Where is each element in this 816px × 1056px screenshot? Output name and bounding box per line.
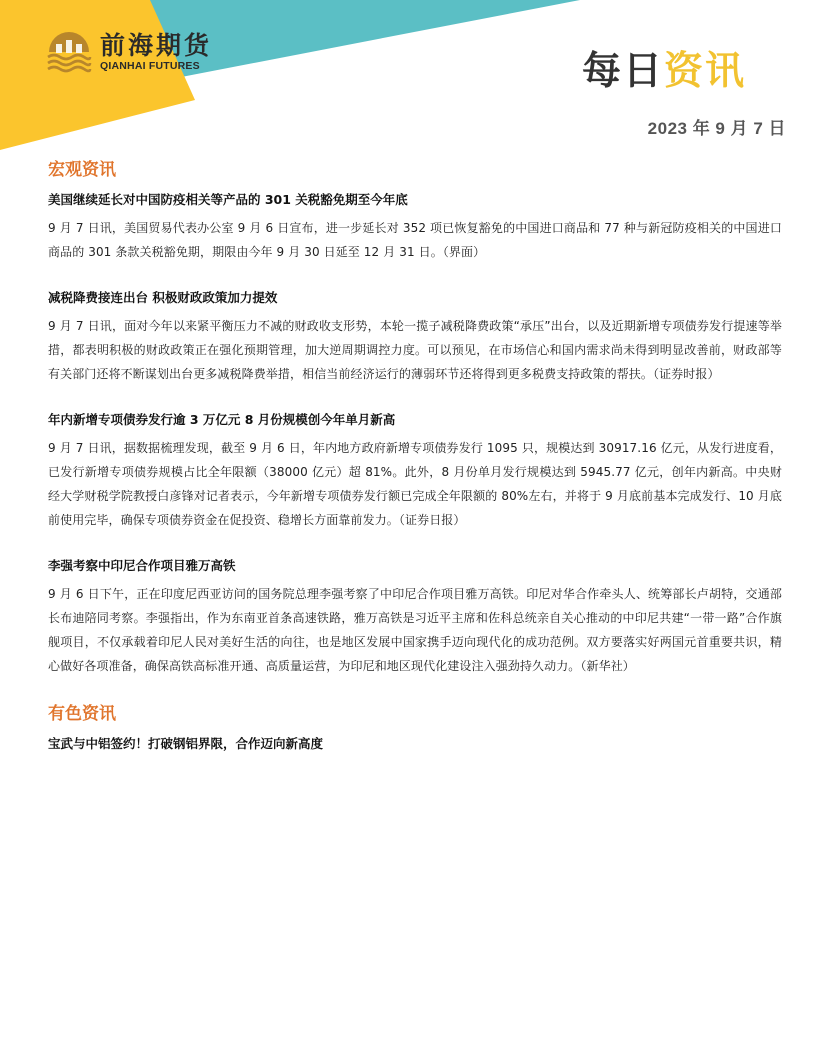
article-headline: 年内新增专项债券发行逾 3 万亿元 8 月份规模创今年单月新高 — [48, 412, 396, 427]
page-title-part1: 每日 — [581, 49, 664, 94]
article-headline: 减税降费接连出台 积极财政政策加力提效 — [48, 290, 278, 305]
news-article — [48, 556, 782, 678]
news-article — [48, 410, 782, 532]
news-article — [48, 288, 782, 386]
news-article — [48, 734, 782, 754]
logo-chinese-name: 前海期货 — [100, 31, 213, 60]
qianhai-logo-icon — [44, 30, 94, 74]
article-headline: 宝武与中铝签约！打破钢铝界限，合作迈向新高度 — [48, 736, 324, 751]
section-title-nonferrous: 有色资讯 — [48, 704, 116, 724]
page-title — [582, 48, 746, 96]
article-headline: 李强考察中印尼合作项目雅万高铁 — [48, 558, 236, 573]
news-article — [48, 190, 782, 264]
article-body: 9 月 7 日讯，面对今年以来紧平衡压力不减的财政收支形势，本轮一揽子减税降费政策“承压”出台，以及近期新增专项债券发行提速等举措，都表明积极的财政政策正在强化预期管理，加大逆周期调控力度。可以预见，在市场信心和国内需求尚未得到明显改善前，财政部等有关部门还将不断谋划出台更多减税降费举措，相信当前经济运行的薄弱环节还将得到更多税费支持政策的帮扶。（证券时报） — [48, 319, 782, 381]
article-body: 9 月 7 日讯，据数据梳理发现，截至 9 月 6 日，年内地方政府新增专项债券发行 1095 只，规模达到 30917.16 亿元，从发行进度看，已发行新增专项债券规模占比全年限额（38000 亿元）超 81%。此外，8 月份单月发行规模达到 5945.77 亿元，创年内新高。中央财经大学财税学院教授白彦锋对记者表示，今年新增专项债券发行额已完成全年限额的 80%左右，并将于 9 月底前基本完成发行、10 月底前使用完毕，确保专项债券资金在促投资、稳增长方面靠前发力。（证券日报） — [48, 441, 782, 527]
page-date: 2023 年 9 月 7 日 — [647, 119, 786, 138]
company-logo — [44, 30, 212, 74]
logo-english-name: QIANHAI FUTURES — [100, 60, 200, 72]
page-title-part2: 资讯 — [663, 49, 746, 94]
article-body: 9 月 6 日下午，正在印度尼西亚访问的国务院总理李强考察了中印尼合作项目雅万高铁。印尼对华合作牵头人、统筹部长卢胡特，交通部长布迪陪同考察。李强指出，作为东南亚首条高速铁路，雅万高铁是习近平主席和佐科总统亲自关心推动的中印尼共建“一带一路”合作旗舰项目，不仅承载着印尼人民对美好生活的向往，也是地区发展中国家携手迈向现代化的成功范例。双方要落实好两国元首重要共识，精心做好各项准备，确保高铁高标准开通、高质量运营，为印尼和地区现代化建设注入强劲持久动力。（新华社） — [48, 587, 782, 673]
section-title-macro: 宏观资讯 — [48, 160, 116, 180]
article-headline: 美国继续延长对中国防疫相关等产品的 301 关税豁免期至今年底 — [48, 192, 408, 207]
report-content — [48, 158, 782, 778]
article-body: 9 月 7 日讯，美国贸易代表办公室 9 月 6 日宣布，进一步延长对 352 项已恢复豁免的中国进口商品和 77 种与新冠防疫相关的中国进口商品的 301 条款关税豁免期，期限由今年 9 月 30 日延至 12 月 31 日。（界面） — [48, 221, 782, 259]
